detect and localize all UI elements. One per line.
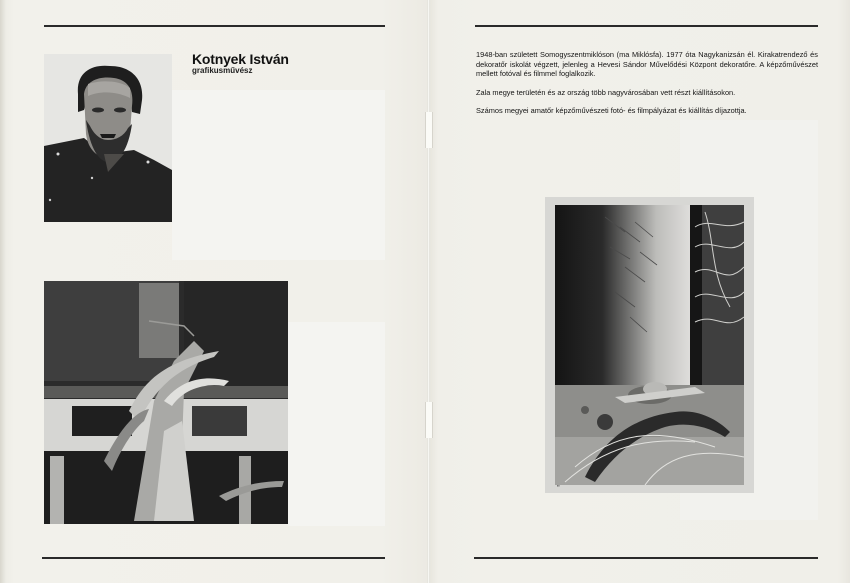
book-gutter: [427, 0, 430, 583]
artist-portrait: [44, 54, 172, 222]
bio-paragraph: Zala megye területén és az ország több nagyvárosában vett részt kiállításokon.: [476, 87, 736, 97]
bio-paragraph: Számos megyei amatőr képzőművészeti fotó- és filmpályázat és kiállítás díjazottja.: [476, 106, 747, 116]
top-rule-left: [44, 25, 385, 27]
top-rule-right: [475, 25, 818, 27]
portrait-illustration: [44, 54, 172, 222]
gutter-staple-top: [425, 112, 433, 148]
photo-backing-panel: [172, 90, 385, 260]
gutter-staple-bottom: [425, 402, 433, 438]
artist-role: grafikusművész: [192, 66, 253, 75]
artwork-backing-panel: [288, 322, 385, 526]
bottom-rule-right: [474, 557, 818, 559]
artist-name: Kotnyek István: [192, 51, 289, 67]
artwork-1: [44, 281, 288, 524]
artwork-1-illustration: [44, 281, 288, 524]
artist-biography: [476, 50, 818, 125]
bio-paragraph: 1948-ban született Somogyszentmiklóson (ma Miklósfa). 1977 óta Nagykanizsán él. Kirakatrendező és dekoratőr iskolát végzett, jelenleg a Hevesi Sándor Művelődési Központ dekoratőre. A képzőművészet mellett fotóval és filmmel foglalkozik.: [476, 50, 818, 79]
artwork-2: [545, 197, 754, 493]
artist-signature-mark: ▪▪: [557, 483, 560, 488]
artwork-2-illustration: [545, 197, 754, 493]
bottom-rule-left: [42, 557, 385, 559]
